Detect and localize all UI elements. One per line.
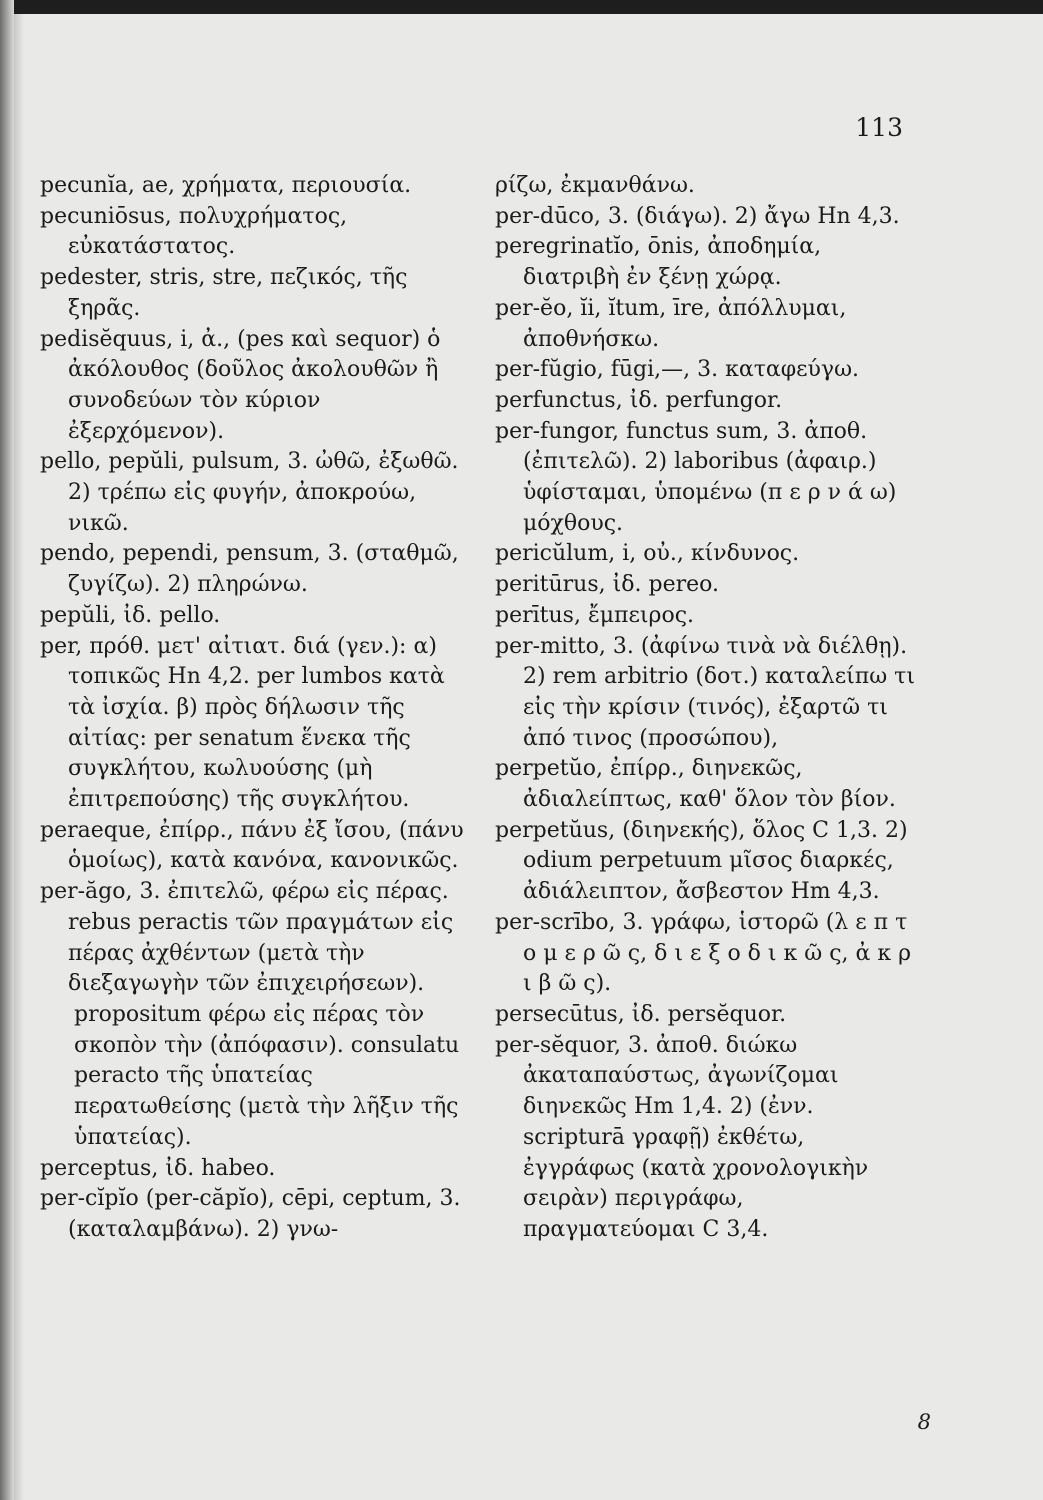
dictionary-entry: pericŭlum, i, οὐ., κίνδυνος. — [495, 541, 800, 567]
dictionary-entry: pecunĭa, ae, χρήματα, περιουσία. — [40, 173, 412, 198]
dictionary-entry: peraeque, ἐπίρρ., πάνυ ἐξ ἴσου, (πάνυ ὁμοίως), κατὰ κανόνα, κανονικῶς. — [40, 817, 464, 874]
dictionary-entry: per-cĭpĭo (per-căpĭo), cēpi, ceptum, 3. (καταλαμβάνω). 2) γνω- — [40, 1186, 461, 1242]
gutter-shadow — [14, 14, 24, 1500]
scan-binding-edge — [0, 0, 14, 1500]
dictionary-entry: perpetŭus, (διηνεκής), ὅλος C 1,3. 2) odium perpetuum μῖσος διαρκές, ἀδιάλειπτον, ἄσβεστον Hm 4,3. — [495, 817, 908, 905]
dictionary-entry: per-ĕo, ĭi, ĭtum, īre, ἀπόλλυμαι, ἀποθνήσκω. — [495, 295, 847, 352]
dictionary-entry: per-fŭgio, fūgi,—, 3. καταφεύγω. — [495, 357, 859, 383]
dictionary-entry: peritūrus, ἰδ. pereo. — [495, 572, 719, 598]
page-number: 113 — [855, 113, 903, 142]
signature-mark: 8 — [917, 1410, 931, 1434]
dictionary-entry: per-ăgo, 3. ἐπιτελῶ, φέρω εἰς πέρας. rebus peractis τῶν πραγμάτων εἰς πέρας ἀχθέντων (μετὰ τὴν διεξαγωγὴν τῶν ἐπιχειρήσεων). — [40, 879, 454, 997]
dictionary-entry: per, πρόθ. μετ' αἰτιατ. διά (γεν.): α) τοπικῶς Hn 4,2. per lumbos κατὰ τὰ ἰσχία. β) πρὸς δήλωσιν τῆς αἰτίας: per senatum ἕνεκα τῆς συγκλήτου, κωλυούσης (μὴ ἐπιτρεπούσης) τῆς συγκλήτου. — [40, 633, 445, 813]
scan-top-border — [0, 0, 1043, 14]
dictionary-entry: perceptus, ἰδ. habeo. — [40, 1155, 276, 1181]
dictionary-entry: pedester, stris, stre, πεζικός, τῆς ξηρᾶς. — [40, 265, 408, 321]
dictionary-entry: perfunctus, ἰδ. perfungor. — [495, 387, 783, 413]
dictionary-entry: perītus, ἔμπειρος. — [495, 602, 695, 628]
dictionary-entry: per-scrībo, 3. γράφω, ἱστορῶ (λ ε π τ ο μ ε ρ ῶ ς, δ ι ε ξ ο δ ι κ ῶ ς, ἀ κ ρ ι β ῶ ς). — [495, 909, 912, 997]
right-column — [495, 171, 915, 1246]
entry-continuation: propositum φέρω εἰς πέρας τὸν σκοπὸν τὴν (ἀπόφασιν). consulatu peracto τῆς ὑπατείας περατωθείσης (μετὰ τὴν λῆξιν τῆς ὑπατείας). — [74, 1001, 460, 1150]
left-column — [40, 171, 470, 1246]
entry-continuation: ρίζω, ἐκμανθάνω. — [495, 173, 695, 198]
dictionary-entry: perpetŭo, ἐπίρρ., διηνεκῶς, ἀδιαλείπτως, καθ' ὅλον τὸν βίον. — [495, 756, 896, 813]
dictionary-entry: per-dūco, 3. (διάγω). 2) ἄγω Hn 4,3. — [495, 203, 900, 229]
dictionary-entry: per-mitto, 3. (ἀφίνω τινὰ νὰ διέλθῃ). 2) rem arbitrio (δοτ.) καταλείπω τι εἰς τὴν κρίσιν (τινός), ἐξαρτῶ τι ἀπό τινος (προσώπου), — [495, 633, 915, 751]
dictionary-entry: per-sĕquor, 3. ἀποθ. διώκω ἀκαταπαύστως, ἀγωνίζομαι διηνεκῶς Hm 1,4. 2) (ἐνν. scripturā γραφῇ) ἐκθέτω, ἐγγράφως (κατὰ χρονολογικὴν σειρὰν) περιγράφω, πραγματεύομαι C 3,4. — [495, 1032, 869, 1242]
dictionary-entry: pendo, pependi, pensum, 3. (σταθμῶ, ζυγίζω). 2) πληρώνω. — [40, 541, 459, 598]
dictionary-entry: pedisĕquus, i, ἀ., (pes καὶ sequor) ὁ ἀκόλουθος (δοῦλος ἀκολουθῶν ἢ συνοδεύων τὸν κύριον ἐξερχόμενον). — [40, 326, 441, 444]
dictionary-entry: persecūtus, ἰδ. persĕquor. — [495, 1001, 787, 1027]
dictionary-entry: per-fungor, functus sum, 3. ἀποθ. (ἐπιτελῶ). 2) laboribus (ἀφαιρ.) ὑφίσταμαι, ὑπομένω (π ε ρ ν ά ω) μόχθους. — [495, 418, 897, 536]
dictionary-entry: pecuniōsus, πολυχρήματος, εὐκατάστατος. — [40, 203, 348, 260]
dictionary-entry: pepŭli, ἰδ. pello. — [40, 602, 221, 628]
dictionary-entry: pello, pepŭli, pulsum, 3. ὠθῶ, ἐξωθῶ. 2) τρέπω εἰς φυγήν, ἀποκρούω, νικῶ. — [40, 449, 459, 536]
dictionary-entry: peregrinatĭo, ōnis, ἀποδημία, διατριβὴ ἐν ξένῃ χώρᾳ. — [495, 234, 822, 291]
